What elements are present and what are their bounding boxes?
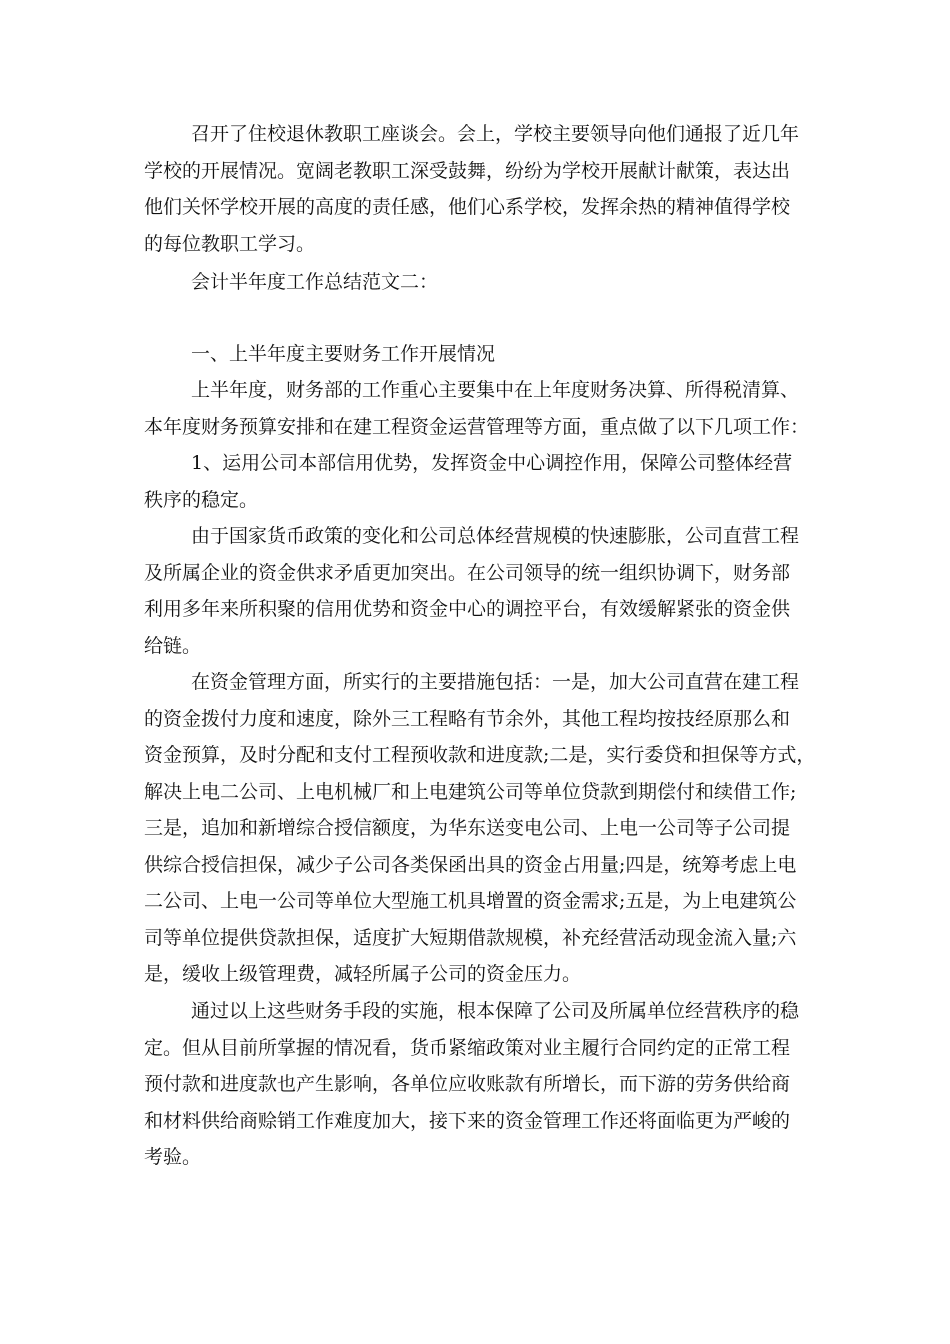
paragraph-line: 1、运用公司本部信用优势，发挥资金中心调控作用，保障公司整体经营: [191, 452, 793, 474]
paragraph-line: 三是，追加和新增综合授信额度，为华东送变电公司、上电一公司等子公司提: [144, 817, 791, 839]
paragraph-line: 的资金拨付力度和速度，除外三工程略有节余外，其他工程均按技经原那么和: [144, 707, 791, 730]
paragraph-line: 二公司、上电一公司等单位大型施工机具增置的资金需求;五是，为上电建筑公: [144, 890, 797, 912]
paragraph-line: 解决上电二公司、上电机械厂和上电建筑公司等单位贷款到期偿付和续借工作;: [144, 780, 797, 803]
paragraph-line: 的每位教职工学习。: [144, 232, 316, 255]
paragraph-line: 通过以上这些财务手段的实施，根本保障了公司及所属单位经营秩序的稳: [191, 1000, 800, 1022]
paragraph-line: 定。但从目前所掌握的情况看，货币紧缩政策对业主履行合同约定的正常工程: [144, 1036, 791, 1059]
paragraph-line: 在资金管理方面，所实行的主要措施包括：一是，加大公司直营在建工程: [191, 671, 800, 693]
paragraph-line: 是，缓收上级管理费，减轻所属子公司的资金压力。: [144, 963, 582, 985]
paragraph-line: 及所属企业的资金供求矛盾更加突出。在公司领导的统一组织协调下，财务部: [144, 561, 791, 584]
paragraph-line: 预付款和进度款也产生影响，各单位应收账款有所增长，而下游的劳务供给商: [144, 1073, 791, 1095]
paragraph: [144, 993, 824, 1176]
paragraph-line: 供综合授信担保，减少子公司各类保函出具的资金占用量;四是，统筹考虑上电: [144, 853, 797, 876]
paragraph-line: 本年度财务预算安排和在建工程资金运营管理等方面，重点做了以下几项工作：: [144, 415, 810, 438]
section-heading: [144, 336, 824, 373]
paragraph-line: 会计半年度工作总结范文二：: [191, 271, 439, 293]
paragraph-line: 考验。: [144, 1146, 202, 1168]
paragraph: [144, 116, 824, 262]
paragraph: [144, 445, 824, 518]
paragraph-line: 上半年度，财务部的工作重心主要集中在上年度财务决算、所得税清算、: [191, 379, 800, 401]
paragraph-line: 他们关怀学校开展的高度的责任感，他们心系学校，发挥余热的精神值得学校: [144, 196, 791, 218]
paragraph: [144, 518, 824, 664]
paragraph-line: 和材料供给商赊销工作难度加大，接下来的资金管理工作还将面临更为严峻的: [144, 1109, 791, 1132]
paragraph-line: 秩序的稳定。: [144, 488, 259, 511]
paragraph-line: 一、上半年度主要财务工作开展情况: [191, 343, 496, 365]
paragraph-line: 司等单位提供贷款担保，适度扩大短期借款规模，补充经营活动现金流入量;六: [144, 926, 797, 949]
paragraph: [144, 664, 834, 993]
paragraph-line: 由于国家货币政策的变化和公司总体经营规模的快速膨胀，公司直营工程: [191, 525, 800, 547]
paragraph-line: 召开了住校退休教职工座谈会。会上，学校主要领导向他们通报了近几年: [191, 123, 800, 145]
paragraph-line: 给链。: [144, 634, 202, 657]
paragraph-line: 利用多年来所积聚的信用优势和资金中心的调控平台，有效缓解紧张的资金供: [144, 598, 791, 620]
section-subtitle: [144, 264, 824, 301]
paragraph-line: 资金预算，及时分配和支付工程预收款和进度款;二是，实行委贷和担保等方式，: [144, 744, 816, 766]
paragraph-line: 学校的开展情况。宽阔老教职工深受鼓舞，纷纷为学校开展献计献策，表达出: [144, 159, 791, 182]
paragraph: [144, 372, 824, 445]
